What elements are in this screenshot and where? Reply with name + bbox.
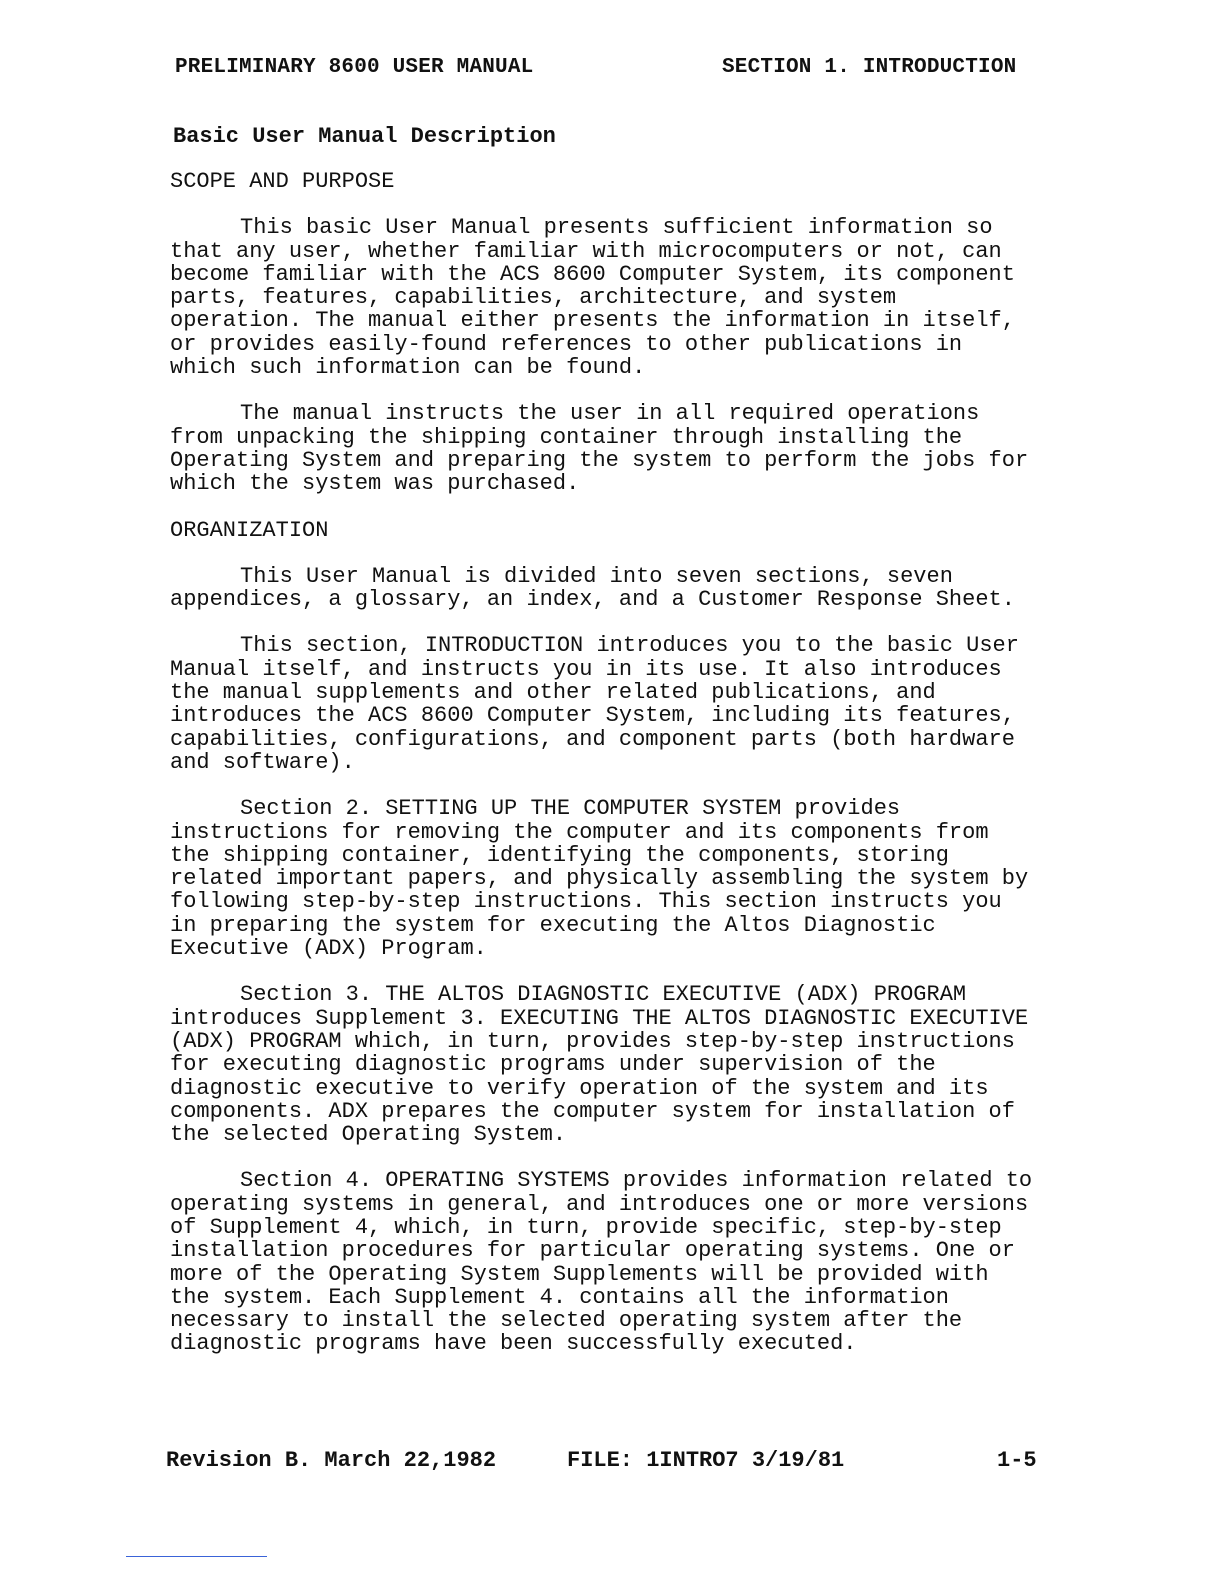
scope-paragraph-2: The manual instructs the user in all required operations from unpacking the shipping container through installing the Operating System and preparing the system to perform the jobs for which the system was purchased. [170, 401, 1029, 497]
organization-paragraph-1: This User Manual is divided into seven sections, seven appendices, a glossary, an index, and a Customer Response Sheet. [170, 563, 1015, 613]
document-body [170, 170, 1088, 1379]
footer-file: FILE: 1INTRO7 3/19/81 [567, 1448, 845, 1473]
organization-paragraph-5: Section 4. OPERATING SYSTEMS provides information related to operating systems in general, and introduces one or more versions of Supplement 4, which, in turn, provide specific, step-by-step installation procedures for particular operating systems. One or more of the Operating System Supplements will be provided with the system. Each Supplement 4. contains all the information necessary to install the selected operating system after the diagnostic programs have been successfully executed. [170, 1168, 1033, 1357]
page-title: Basic User Manual Description [173, 124, 556, 149]
organization-paragraph-2: This section, INTRODUCTION introduces you to the basic User Manual itself, and instructs you in its use. It also introduces the manual supplements and other related publications, and introduces the ACS 8600 Computer System, including its features, capabilities, configurations, and component parts (both hardware and software). [170, 633, 1019, 775]
running-header-right: SECTION 1. INTRODUCTION [722, 56, 1017, 79]
organization-paragraph-4: Section 3. THE ALTOS DIAGNOSTIC EXECUTIVE (ADX) PROGRAM introduces Supplement 3. EXECUTING THE ALTOS DIAGNOSTIC EXECUTIVE (ADX) PROGRAM which, in turn, provides step-by-step instructions for executing diagnostic programs under supervision of the diagnostic executive to verify operation of the system and its components. ADX prepares the computer system for installation of the selected Operating System. [170, 982, 1029, 1148]
footer-page-number: 1-5 [997, 1448, 1037, 1473]
decorative-rule [126, 1556, 267, 1557]
scope-heading: SCOPE AND PURPOSE [170, 169, 395, 194]
footer-revision: Revision B. March 22,1982 [166, 1448, 497, 1473]
running-header-left: PRELIMINARY 8600 USER MANUAL [175, 56, 534, 79]
scope-paragraph-1: This basic User Manual presents sufficient information so that any user, whether familiar with microcomputers or not, can become familiar with the ACS 8600 Computer System, its component parts, features, capabilities, architecture, and system operation. The manual either presents the information in itself, or provides easily-found references to other publications in which such information can be found. [170, 215, 1015, 381]
organization-heading: ORGANIZATION [170, 517, 329, 543]
organization-paragraph-3: Section 2. SETTING UP THE COMPUTER SYSTEM provides instructions for removing the computer and its components from the shipping container, identifying the components, storing related important papers, and physically assembling the system by following step-by-step instructions. This section instructs you in preparing the system for executing the Altos Diagnostic Executive (ADX) Program. [170, 796, 1029, 962]
